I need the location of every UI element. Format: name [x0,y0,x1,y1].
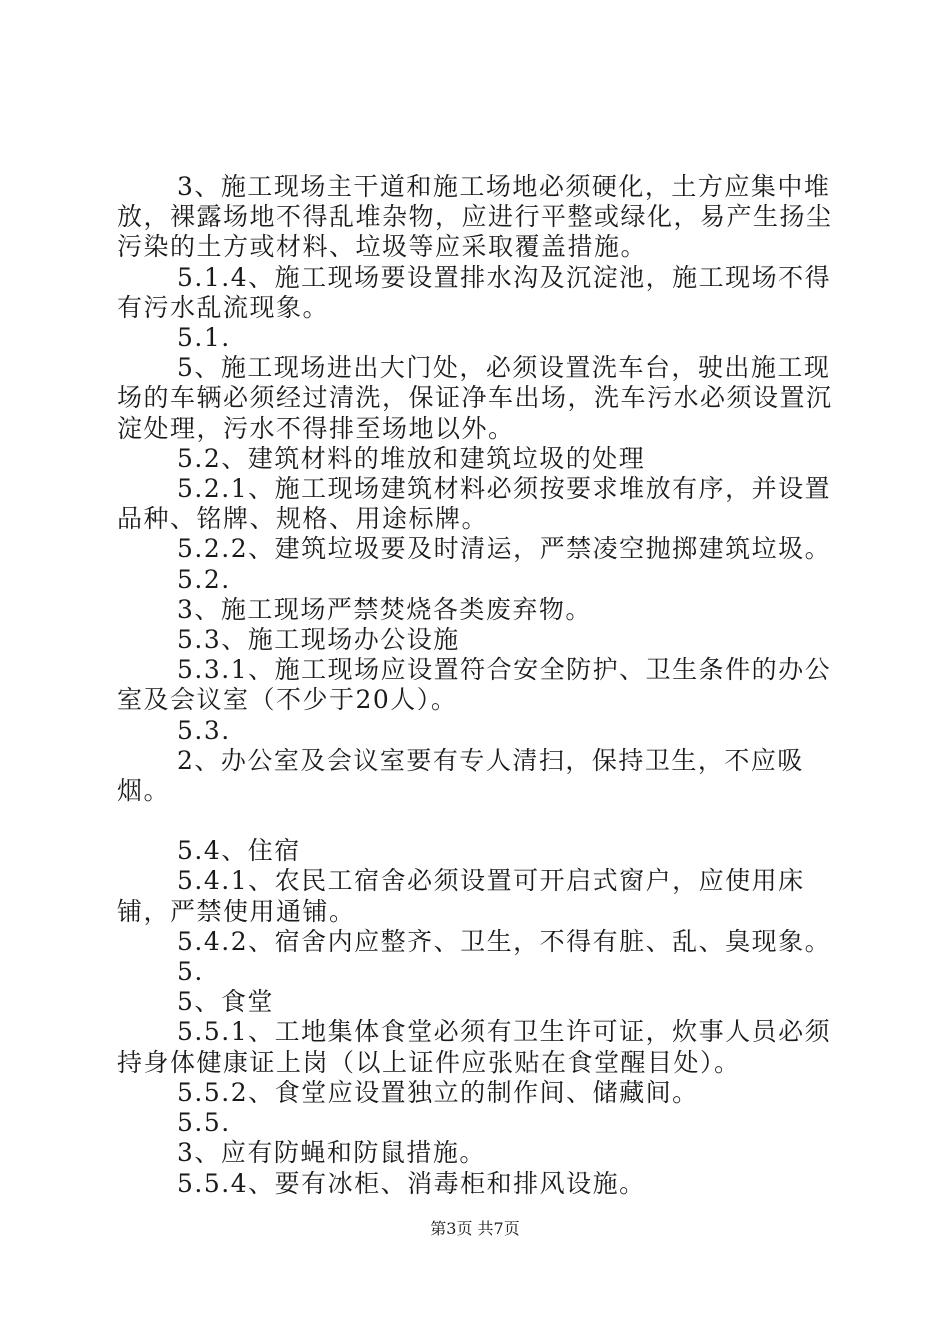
section-heading: 5.2、建筑材料的堆放和建筑垃圾的处理 [177,443,646,473]
paragraph: 5.5.4、要有冰柜、消毒柜和排风设施。 [177,1168,646,1198]
paragraph: 5.1.4、施工现场要设置排水沟及沉淀池，施工现场不得有污水乱流现象。 [117,262,832,322]
paragraph: 5.5. [177,1108,231,1138]
paragraph: 3、施工现场严禁焚烧各类废弃物。 [177,594,592,624]
section-heading: 5、食堂 [177,987,274,1017]
paragraph: 5、施工现场进出大门处，必须设置洗车台，驶出施工现场的车辆必须经过清洗，保证净车出场，洗车污水必须设置沉淀处理，污水不得排至场地以外。 [117,353,833,443]
paragraph: 5.2.1、施工现场建筑材料必须按要求堆放有序，并设置品种、铭牌、规格、用途标牌。 [117,474,832,534]
paragraph: 5.2. [177,564,231,594]
paragraph: 5.5.2、食堂应设置独立的制作间、储藏间。 [177,1077,699,1107]
paragraph: 5.1. [177,323,231,353]
paragraph: 5.4.2、宿舍内应整齐、卫生，不得有脏、乱、臭现象。 [177,926,832,956]
paragraph: 5.3. [177,715,231,745]
page-number-footer: 第3页 共7页 [430,1219,520,1238]
paragraph: 2、办公室及会议室要有专人清扫，保持卫生，不应吸烟。 [117,745,804,806]
paragraph: 5.5.1、工地集体食堂必须有卫生许可证，炊事人员必须持身体健康证上岗（以上证件应张贴在食堂醒目处）。 [117,1017,832,1077]
paragraph: 5.3.1、施工现场应设置符合安全防护、卫生条件的办公室及会议室（不少于20人）。 [117,655,832,715]
paragraph: 3、施工现场主干道和施工场地必须硬化，土方应集中堆放，裸露场地不得乱堆杂物，应进行平整或绿化，易产生扬尘污染的土方或材料、垃圾等应采取覆盖措施。 [117,172,833,262]
document-body [117,172,837,1199]
paragraph: 5.2.2、建筑垃圾要及时清运，严禁凌空抛掷建筑垃圾。 [177,534,832,564]
section-heading: 5.4、住宿 [177,836,301,866]
paragraph: 5.4.1、农民工宿舍必须设置可开启式窗户，应使用床铺，严禁使用通铺。 [117,866,805,926]
paragraph: 3、应有防蝇和防鼠措施。 [177,1138,486,1168]
section-heading: 5.3、施工现场办公设施 [177,625,460,655]
paragraph: 5. [177,957,204,987]
